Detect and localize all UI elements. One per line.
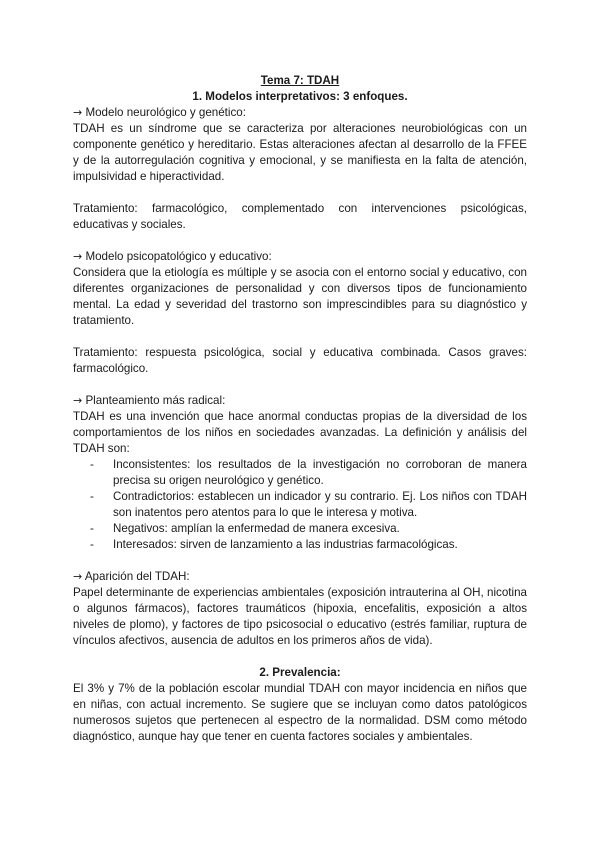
list-item-text: Interesados: sirven de lanzamiento a las industrias farmacológicas. (113, 538, 458, 551)
model-1-label-text: Modelo neurológico y genético: (85, 106, 246, 119)
list-item-text: Negativos: amplían la enfermedad de manera excesiva. (113, 522, 400, 535)
model-3-text: TDAH es una invención que hace anormal conductas propias de la diversidad de los comportamientos de los niños en sociedades avanzadas. La definición y análisis del TDAH son: (73, 410, 527, 455)
list-item-text: Contradictorios: establecen un indicador y su contrario. Ej. Los niños con TDAH son inatentos pero atentos para lo que le interesa y motiva. (113, 490, 527, 519)
dash-marker: - (90, 490, 94, 503)
arrow-right-icon: → (73, 394, 83, 407)
model-1-treatment: Tratamiento: farmacológico, complementado con intervenciones psicológicas, educativas y sociales. (73, 202, 527, 231)
model-4-label (73, 569, 527, 585)
section-1-heading: 1. Modelos interpretativos: 3 enfoques. (192, 90, 408, 103)
arrow-right-icon: → (73, 106, 83, 119)
model-4-label-text: Aparición del TDAH: (84, 570, 190, 583)
list-item (90, 537, 527, 553)
model-3-list (73, 457, 527, 553)
page-content (73, 73, 527, 745)
list-item-text: Inconsistentes: los resultados de la investigación no corroboran de manera precisa su origen neurológico y genético. (113, 458, 527, 487)
model-2-treatment: Tratamiento: respuesta psicológica, social y educativa combinada. Casos graves: farmacológico. (73, 346, 527, 375)
model-4-text: Papel determinante de experiencias ambientales (exposición intrauterina al OH, nicotina o algunos fármacos), factores traumáticos (hipoxia, encefalitis, exposición a altos niveles de plomo), y factores de tipo psicosocial o educativo (estrés familiar, ruptura de vínculos afectivos, ausencia de adultos en los primeros años de vida). (73, 586, 527, 647)
section-2-text: El 3% y 7% de la población escolar mundial TDAH con mayor incidencia en niños que en niñas, con actual incremento. Se sugiere que se incluyan como datos patológicos numerosos sujetos que pertenecen al espectro de la normalidad. DSM como método diagnóstico, aunque hay que tener en cuenta factores sociales y ambientales. (73, 682, 527, 743)
list-item (90, 457, 527, 489)
dash-marker: - (90, 458, 94, 471)
model-3-label-text: Planteamiento más radical: (85, 394, 226, 407)
document-title: Tema 7: TDAH (260, 74, 340, 87)
dash-marker: - (90, 538, 94, 551)
section-2-heading: 2. Prevalencia: (259, 666, 341, 679)
model-2-label (73, 249, 527, 265)
model-1-label (73, 105, 527, 121)
model-2-label-text: Modelo psicopatológico y educativo: (85, 250, 272, 263)
model-3-label (73, 393, 527, 409)
list-item (90, 489, 527, 521)
dash-marker: - (90, 522, 94, 535)
arrow-right-icon: → (73, 250, 83, 263)
arrow-right-icon: → (73, 570, 83, 583)
model-1-text: TDAH es un síndrome que se caracteriza por alteraciones neurobiológicas con un componente genético y hereditario. Estas alteraciones afectan al desarrollo de la FFEE y de la autorregulación cognitiva y emocional, y se manifiesta en la falta de atención, impulsividad e hiperactividad. (73, 122, 527, 183)
model-2-text: Considera que la etiología es múltiple y se asocia con el entorno social y educativo, con diferentes organizaciones de personalidad y con diversos tipos de funcionamiento mental. La edad y severidad del trastorno son imprescindibles para su diagnóstico y tratamiento. (73, 266, 527, 327)
list-item (90, 521, 527, 537)
